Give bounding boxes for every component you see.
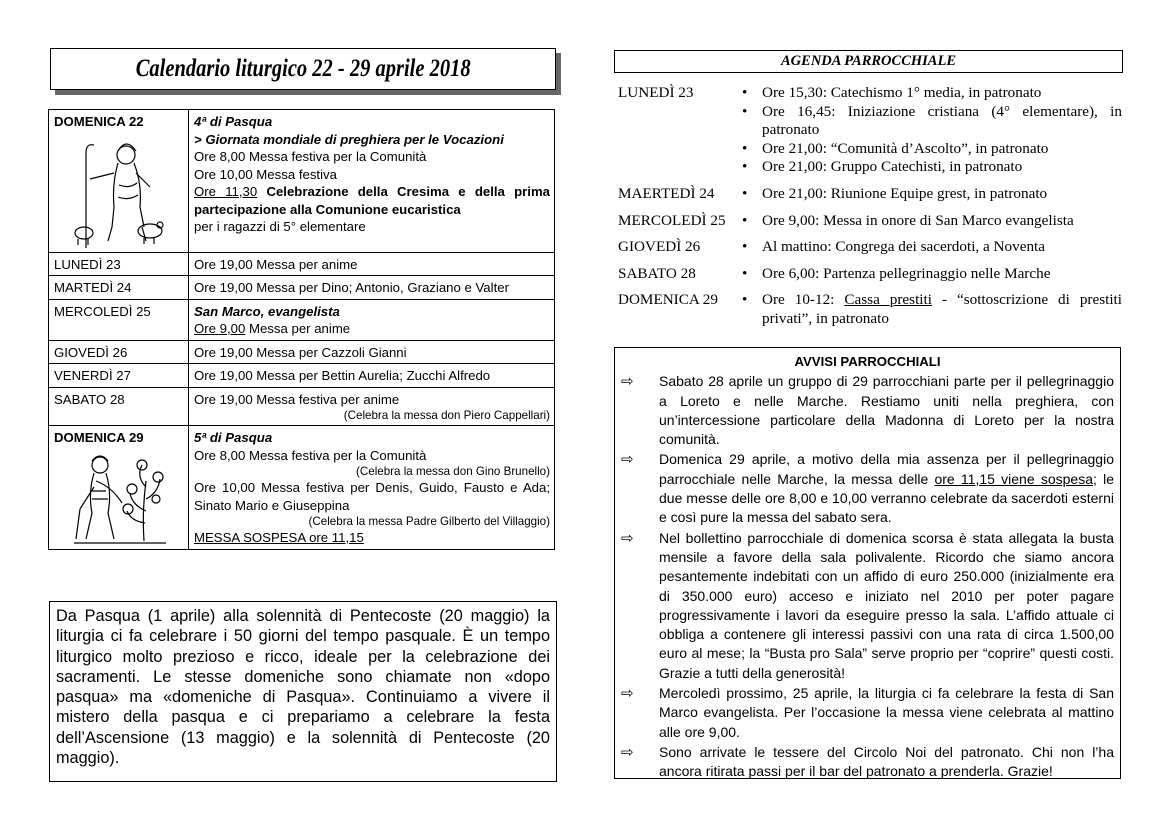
suspended-mass: MESSA SOSPESA ore 11,15 (194, 530, 364, 545)
notice-text-underlined: ore 11,15 viene sospesa (934, 470, 1093, 487)
agenda-day: SABATO 28 (618, 264, 696, 282)
parish-notices-box (614, 347, 1121, 779)
agenda-day: MAERTEDÌ 24 (618, 184, 715, 202)
liturgical-subheading: > Giornata mondiale di preghiera per le Vocazioni (194, 131, 504, 147)
agenda-item-link-text: Cassa prestiti (844, 291, 932, 309)
notice-item (615, 743, 1120, 782)
table-row (49, 364, 555, 388)
day-cell (49, 110, 189, 253)
agenda-row (618, 265, 1122, 284)
agenda-item: • Ore 16,45: Iniziazione cristiana (4° elementare), in patronato (736, 103, 1122, 140)
events-cell: Ore 19,00 Messa per anime (189, 252, 555, 276)
event-line: Celebrazione della Cresima e della prima partecipazione alla Comunione eucaristica (194, 184, 551, 217)
arrow-right-icon: ⇨ (621, 743, 634, 761)
events-cell (189, 299, 555, 340)
table-row (49, 276, 555, 300)
table-row (49, 299, 555, 340)
notice-text: Sono arrivate le tessere del Circolo Noi del patronato. Chi non l’ha ancora ritirata passi per il bar del patronato a prenderla. Grazie! (659, 743, 1114, 780)
event-time: Ore 11,30 (194, 184, 258, 199)
event-line: Ore 8,00 Messa festiva per la Comunità (194, 447, 427, 463)
farmer-vine-illustration-icon (74, 451, 166, 546)
notice-item (615, 529, 1120, 683)
agenda-item: • Ore 21,00: Riunione Equipe grest, in patronato (736, 185, 1122, 204)
agenda-row (618, 238, 1122, 257)
event-line: Ore 10,00 Messa festiva per Denis, Guido, Fausto e Ada; Sinato Mario e Giuseppina (194, 480, 550, 513)
arrow-right-icon: ⇨ (621, 529, 634, 547)
events-cell: Ore 19,00 Messa per Cazzoli Gianni (189, 340, 555, 364)
day-cell (49, 426, 189, 550)
day-cell: VENERDÌ 27 (49, 364, 189, 388)
events-cell: Ore 19,00 Messa per Bettin Aurelia; Zucchi Alfredo (189, 364, 555, 388)
notice-text: Nel bollettino parrocchiale di domenica scorsa è stata allegata la busta mensile a favore della sala polivalente. Ricordo che siamo ancora pesantemente indebitati con un affido di euro 250.000 (inizialmente era di 350.000 euro) acceso e iniziato nel 2010 per poter pagare progressivamente i lavori da eseguire presso la sala. L’affido attuale ci obbliga a contenere gli interessi passivi con una rata di circa 1.500,00 euro al mese; la “Busta pro Sala” serve proprio per “coprire” questi costi. Grazie a tutti della generosità! (659, 529, 1114, 681)
day-cell: MERCOLEDÌ 25 (49, 299, 189, 340)
notice-text (659, 450, 1114, 527)
table-row (49, 387, 555, 426)
agenda-day: MERCOLEDÌ 25 (618, 211, 726, 229)
celebrant-note: (Celebra la messa Padre Gilberto del Villaggio) (308, 515, 550, 528)
event-line: per i ragazzi di 5° elementare (194, 219, 366, 234)
day-cell: LUNEDÌ 23 (49, 252, 189, 276)
events-cell: Ore 19,00 Messa per Dino; Antonio, Graziano e Valter (189, 276, 555, 300)
agenda-title: AGENDA PARROCCHIALE (614, 50, 1123, 73)
page-title: Calendario liturgico 22 - 29 aprile 2018 (135, 55, 471, 82)
event-line: Ore 19,00 Messa festiva per anime (194, 391, 400, 407)
agenda-item: • Al mattino: Congrega dei sacerdoti, a Noventa (736, 238, 1122, 257)
table-row (49, 110, 555, 253)
event-line: Ore 8,00 Messa festiva per la Comunità (194, 149, 427, 164)
agenda-item: • Ore 21,00: “Comunità d’Ascolto”, in patronato (736, 140, 1122, 159)
event-line: Ore 10,00 Messa festiva (194, 166, 337, 182)
event-time: Ore 9,00 (194, 321, 246, 336)
arrow-right-icon: ⇨ (621, 685, 634, 703)
agenda-row (618, 185, 1122, 204)
arrow-right-icon: ⇨ (621, 373, 634, 391)
events-cell (189, 387, 555, 426)
events-cell (189, 110, 555, 253)
liturgical-heading: 4ª di Pasqua (194, 114, 273, 129)
celebrant-note: (Celebra la messa don Piero Cappellari) (343, 409, 550, 422)
notices-title: AVVISI PARROCCHIALI (794, 354, 941, 369)
day-cell: SABATO 28 (49, 387, 189, 426)
table-row (49, 340, 555, 364)
agenda-item: • Ore 6,00: Partenza pellegrinaggio nelle Marche (736, 265, 1122, 284)
arrow-right-icon: ⇨ (621, 451, 634, 469)
title-box (50, 48, 556, 90)
agenda-day: LUNEDÌ 23 (618, 84, 694, 101)
events-cell (189, 426, 555, 550)
day-cell: MARTEDÌ 24 (49, 276, 189, 300)
agenda-day: DOMENICA 29 (618, 291, 718, 309)
agenda-item-text: - “sottoscrizione di prestiti privati”, in patronato (762, 291, 1122, 327)
agenda-item-time: Ore 10-12: (762, 291, 845, 309)
agenda-item (736, 291, 1122, 328)
day-label: DOMENICA 29 (54, 430, 144, 445)
shepherd-illustration-icon (74, 135, 164, 250)
day-label: DOMENICA 22 (54, 114, 144, 129)
notice-text: Sabato 28 aprile un gruppo di 29 parrocchiani parte per il pellegrinaggio a Loreto e nelle Marche. Restiamo uniti nella preghiera, con un’intercessione particolare della Madonna di Loreto per la nostra comunità. (659, 373, 1114, 448)
table-row (49, 252, 555, 276)
agenda-list (618, 84, 1122, 337)
agenda-row (618, 212, 1122, 231)
notice-text-part: Domenica 29 aprile, a motivo della mia assenza per il pellegrinaggio parrocchiale nelle Marche, la messa delle (659, 451, 1114, 487)
notice-item (615, 450, 1120, 527)
agenda-item: • Ore 21,00: Gruppo Catechisti, in patronato (736, 158, 1122, 177)
liturgical-heading: San Marco, evangelista (194, 303, 340, 319)
agenda-day: GIOVEDÌ 26 (618, 238, 701, 256)
agenda-row (618, 84, 1122, 177)
liturgical-calendar-table (48, 109, 555, 550)
agenda-row (618, 291, 1122, 328)
event-line: Messa per anime (245, 321, 351, 336)
agenda-item: • Ore 15,30: Catechismo 1° media, in patronato (736, 84, 1122, 103)
notice-text: Mercoledì prossimo, 25 aprile, la liturgia ci fa celebrare la festa di San Marco evangelista. Per l’occasione la messa viene celebrata al mattino alle ore 9,00. (659, 685, 1114, 740)
liturgical-heading: 5ª di Pasqua (194, 430, 273, 445)
notice-item (615, 372, 1120, 449)
celebrant-note: (Celebra la messa don Gino Brunello) (356, 465, 550, 478)
notice-text-part: ; le due messe delle ore 8,00 e 10,00 verranno celebrate da sacerdoti esterni e così pure la messa del sabato sera. (659, 470, 1114, 526)
agenda-item: • Ore 9,00: Messa in onore di San Marco evangelista (736, 212, 1122, 231)
easter-season-note: Da Pasqua (1 aprile) alla solennità di Pentecoste (20 maggio) la liturgia ci fa celebrare i 50 giorni del tempo pasquale. È un tempo liturgico molto prezioso e ricco, ideale per la celebrazione dei sacramenti. Le stesse domeniche sono chiamate non «dopo pasqua» ma «domeniche di Pasqua». Continuiamo a vivere il mistero della pasqua e ci prepariamo a celebrare la festa dell’Ascensione (13 maggio) e la solennità di Pentecoste (20 maggio). (49, 601, 557, 782)
day-cell: GIOVEDÌ 26 (49, 340, 189, 364)
table-row (49, 426, 555, 550)
notice-item (615, 684, 1120, 742)
